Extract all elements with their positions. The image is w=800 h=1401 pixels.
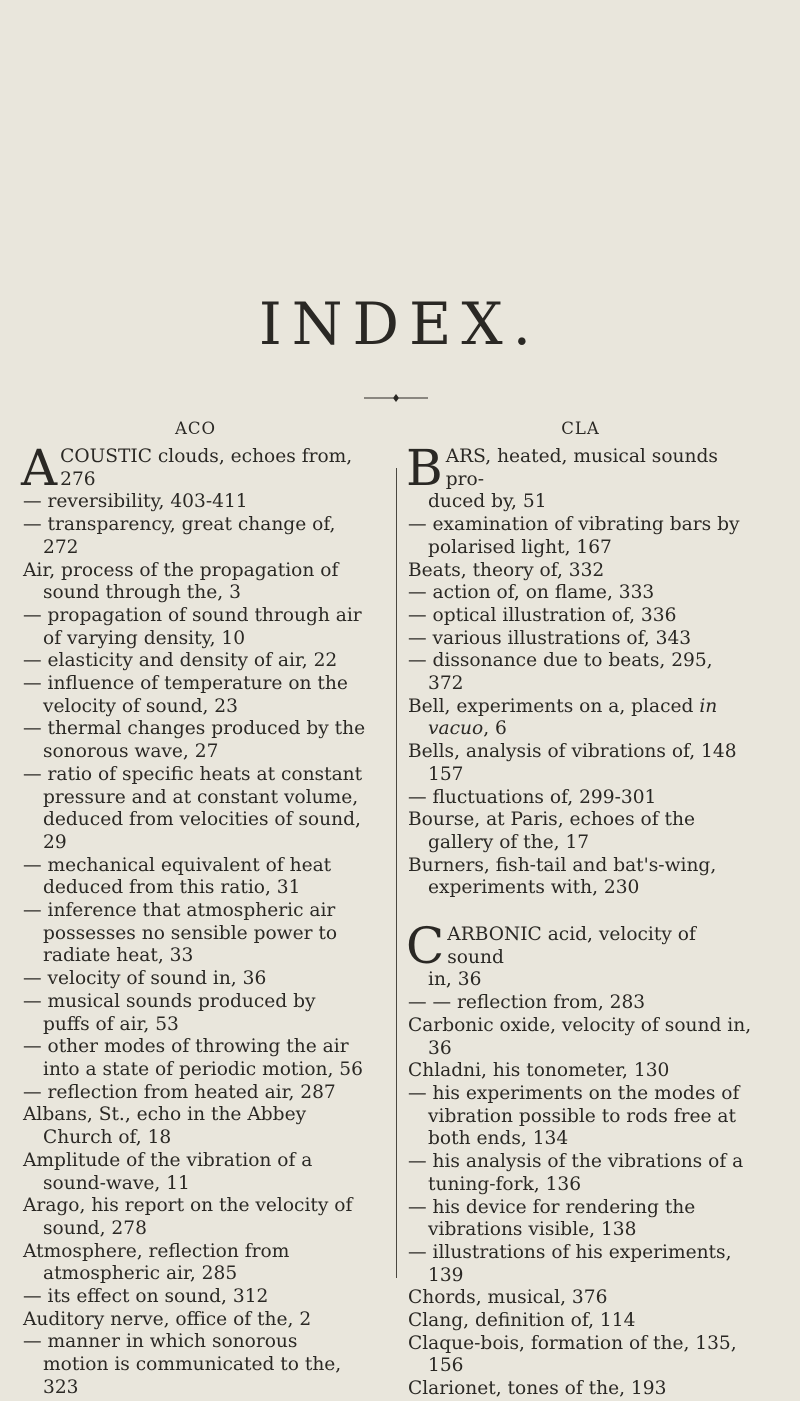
drop-cap: A [21, 439, 58, 497]
index-entry: Bourse, at Paris, echoes of the gallery of the, 17 [408, 809, 695, 853]
running-head-right: CLA [561, 419, 600, 438]
ornamental-rule [364, 393, 428, 403]
entry-text: ARBONIC acid, velocity of sound [447, 924, 696, 968]
index-entry: — examination of vibrating bars by polarised light, 167 [408, 514, 740, 558]
index-entry: — musical sounds produced by puffs of air, 53 [23, 990, 316, 1035]
letter-section-gap [408, 900, 753, 924]
index-entry [406, 917, 753, 992]
index-entry: — his device for rendering the vibrations visible, 138 [408, 1196, 696, 1241]
entry-continuation: duced by, 51 [428, 491, 547, 513]
index-entry: — ratio of specific heats at constant pressure and at constant volume, deduced from velocities of sound, 29 [23, 763, 363, 853]
index-entry: — manner in which sonorous motion is communicated to the, 323 [23, 1331, 342, 1398]
running-head-left: ACO [174, 419, 217, 438]
drop-cap: C [406, 917, 445, 976]
entry-text: COUSTIC clouds, echoes from, [60, 446, 353, 467]
index-entry: — dissonance due to beats, 295, 372 [408, 650, 713, 695]
index-entry [408, 696, 753, 741]
index-entry: Albans, St., echo in the Abbey Church of, 18 [23, 1104, 307, 1149]
index-entry: Amplitude of the vibration of a sound-wave, 11 [23, 1149, 313, 1194]
index-entry: — mechanical equivalent of heat deduced from this ratio, 31 [23, 854, 332, 899]
column-divider [396, 468, 397, 1278]
index-entry: — its effect on sound, 312 [23, 1286, 269, 1308]
left-column [23, 418, 368, 1400]
index-entry: Burners, fish-tail and bat's-wing, experiments with, 230 [408, 854, 717, 899]
index-entry: Claque-bois, formation of the, 135, 156 [408, 1332, 737, 1377]
index-entry: Chords, musical, 376 [408, 1287, 608, 1309]
index-entry: — thermal changes produced by the sonorous wave, 27 [23, 718, 366, 763]
entry-continuation: in, 36 [428, 969, 482, 991]
drop-cap: B [406, 439, 443, 497]
index-entry: Air, process of the propagation of sound through the, 3 [23, 559, 339, 604]
entry-italic: in vacuo [428, 695, 718, 740]
index-entry: — propagation of sound through air of varying density, 10 [23, 604, 362, 649]
index-entry: Clarionet, tones of the, 193 [408, 1378, 667, 1400]
index-entry: — action of, on flame, 333 [408, 582, 655, 604]
index-entry: — velocity of sound in, 36 [23, 968, 267, 990]
index-entry: — — reflection from, 283 [408, 992, 646, 1014]
index-entry: — other modes of throwing the air into a state of periodic motion, 56 [23, 1036, 363, 1080]
right-column [408, 418, 753, 1401]
index-entry: — his analysis of the vibrations of a tuning-fork, 136 [408, 1151, 744, 1195]
index-entry: — reversibility, 403-411 [23, 491, 248, 513]
index-entry: Arago, his report on the velocity of sound, 278 [23, 1195, 353, 1239]
page-title: INDEX. [258, 290, 542, 358]
entry-continuation: 276 [60, 468, 96, 490]
index-entry: — influence of temperature on the velocity of sound, 23 [23, 673, 348, 717]
index-entry: Bells, analysis of vibrations of, 148 157 [408, 741, 737, 785]
index-entry [406, 439, 753, 514]
index-entry: — inference that atmospheric air possesses no sensible power to radiate heat, 33 [23, 900, 338, 967]
index-entry: — illustrations of his experiments, 139 [408, 1241, 732, 1286]
index-entry: Beats, theory of, 332 [408, 559, 605, 581]
entry-page: , 6 [483, 718, 507, 740]
index-entry: — transparency, great change of, 272 [23, 514, 336, 558]
index-entry: — elasticity and density of air, 22 [23, 650, 338, 672]
index-entry: — reflection from heated air, 287 [23, 1081, 336, 1103]
entry-text: Bell, experiments on a, placed [408, 695, 700, 717]
index-entry: Carbonic oxide, velocity of sound in, 36 [408, 1014, 752, 1059]
index-entry: — his experiments on the modes of vibration possible to rods free at both ends, 134 [408, 1082, 740, 1150]
index-entry: — optical illustration of, 336 [408, 604, 677, 626]
index-entry [21, 439, 368, 497]
entry-text: ARS, heated, musical sounds pro- [445, 446, 718, 490]
index-entry: Atmosphere, reflection from atmospheric air, 285 [23, 1240, 290, 1285]
index-entry: Chladni, his tonometer, 130 [408, 1060, 670, 1082]
index-entry: — fluctuations of, 299-301 [408, 786, 657, 808]
index-entry: — various illustrations of, 343 [408, 627, 692, 649]
index-entry: Auditory nerve, office of the, 2 [23, 1308, 312, 1330]
index-entry: Clang, definition of, 114 [408, 1310, 636, 1332]
